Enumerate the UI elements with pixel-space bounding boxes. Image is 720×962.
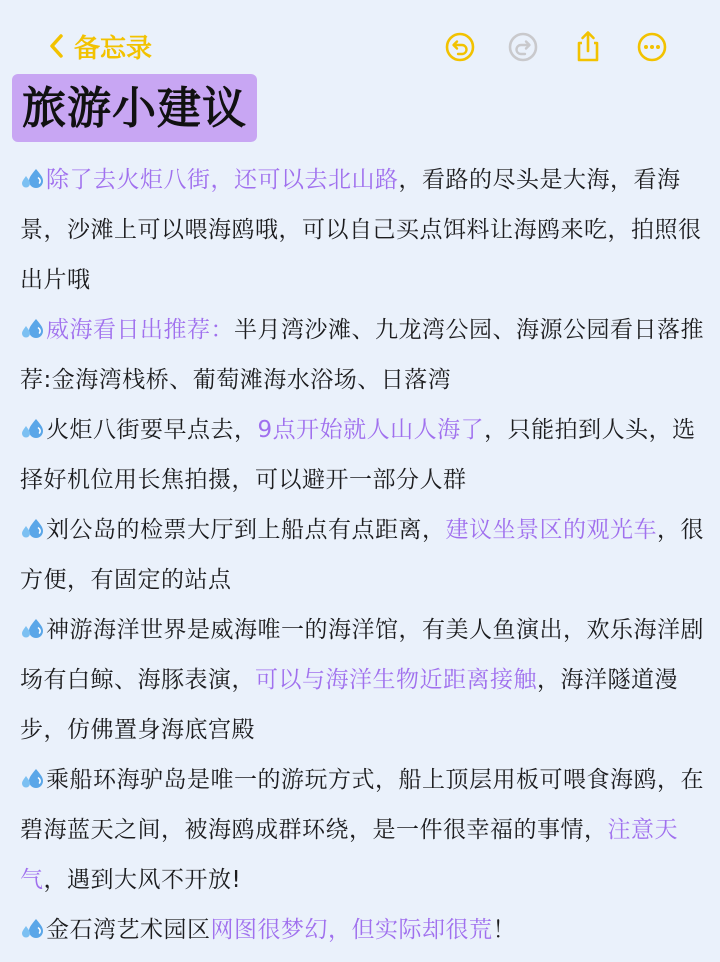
paragraph-text: ！ <box>492 917 516 943</box>
paragraph-text: ，只能拍到人头，选择好机位用长焦拍摄，可以避开一部分人群 <box>20 417 696 493</box>
droplets-icon <box>20 767 46 791</box>
droplets-icon <box>20 417 46 441</box>
paragraph-text: 刘公岛的检票大厅到上船点有点距离， <box>46 517 446 543</box>
highlighted-text: 网图很梦幻，但实际却很荒 <box>210 917 493 943</box>
note-paragraph <box>20 305 704 405</box>
paragraph-text: ，很方便，有固定的站点 <box>20 517 704 593</box>
back-label: 备忘录 <box>74 33 153 64</box>
droplets-icon <box>20 517 46 541</box>
more-icon[interactable] <box>635 30 669 64</box>
paragraph-text: 金石湾艺术园区 <box>46 917 211 943</box>
droplets-icon <box>20 317 46 341</box>
back-button[interactable] <box>48 28 152 64</box>
droplets-icon <box>20 617 46 641</box>
note-title-highlight <box>12 74 257 142</box>
paragraph-text: 火炬八街要早点去， <box>46 417 258 443</box>
paragraph-text: 乘船环海驴岛是唯一的游玩方式，船上顶层用板可喂食海鸥，在碧海蓝天之间，被海鸥成群环绕，是一件很幸福的事情， <box>20 767 704 843</box>
note-paragraph <box>20 755 704 905</box>
highlighted-text: 可以与海洋生物近距离接触 <box>255 667 537 693</box>
note-body[interactable] <box>20 155 704 955</box>
paragraph-text: 半月湾沙滩、九龙湾公园、海源公园看日落推荐:金海湾栈桥、葡萄滩海水浴场、日落湾 <box>20 317 704 393</box>
highlighted-text: 9点开始就人山人海了 <box>257 417 485 443</box>
droplets-icon <box>20 917 46 941</box>
navigation-bar <box>0 22 720 74</box>
paragraph-text: ，看路的尽头是大海，看海景，沙滩上可以喂海鸥哦，可以自己买点饵料让海鸥来吃，拍照很出片哦 <box>20 167 702 293</box>
note-paragraph <box>20 505 704 605</box>
highlighted-text: 建议坐景区的观光车 <box>445 517 657 543</box>
note-paragraph <box>20 605 704 755</box>
note-title[interactable]: 旅游小建议 <box>22 83 247 134</box>
chevron-left-icon <box>48 33 64 59</box>
highlighted-text: 注意天气 <box>20 817 678 893</box>
note-paragraph <box>20 905 704 955</box>
share-icon[interactable] <box>571 30 605 64</box>
paragraph-text: 神游海洋世界是威海唯一的海洋馆，有美人鱼演出，欢乐海洋剧场有白鲸、海豚表演， <box>20 617 704 693</box>
paragraph-text: ，海洋隧道漫步，仿佛置身海底宫殿 <box>20 667 678 743</box>
droplets-icon <box>20 167 46 191</box>
note-paragraph <box>20 155 704 305</box>
highlighted-text: 除了去火炬八街，还可以去北山路 <box>46 167 399 193</box>
highlighted-text: 威海看日出推荐： <box>46 317 234 343</box>
paragraph-text: ，遇到大风不开放! <box>43 867 242 893</box>
note-paragraph <box>20 405 704 505</box>
redo-icon[interactable] <box>506 30 540 64</box>
undo-icon[interactable] <box>443 30 477 64</box>
